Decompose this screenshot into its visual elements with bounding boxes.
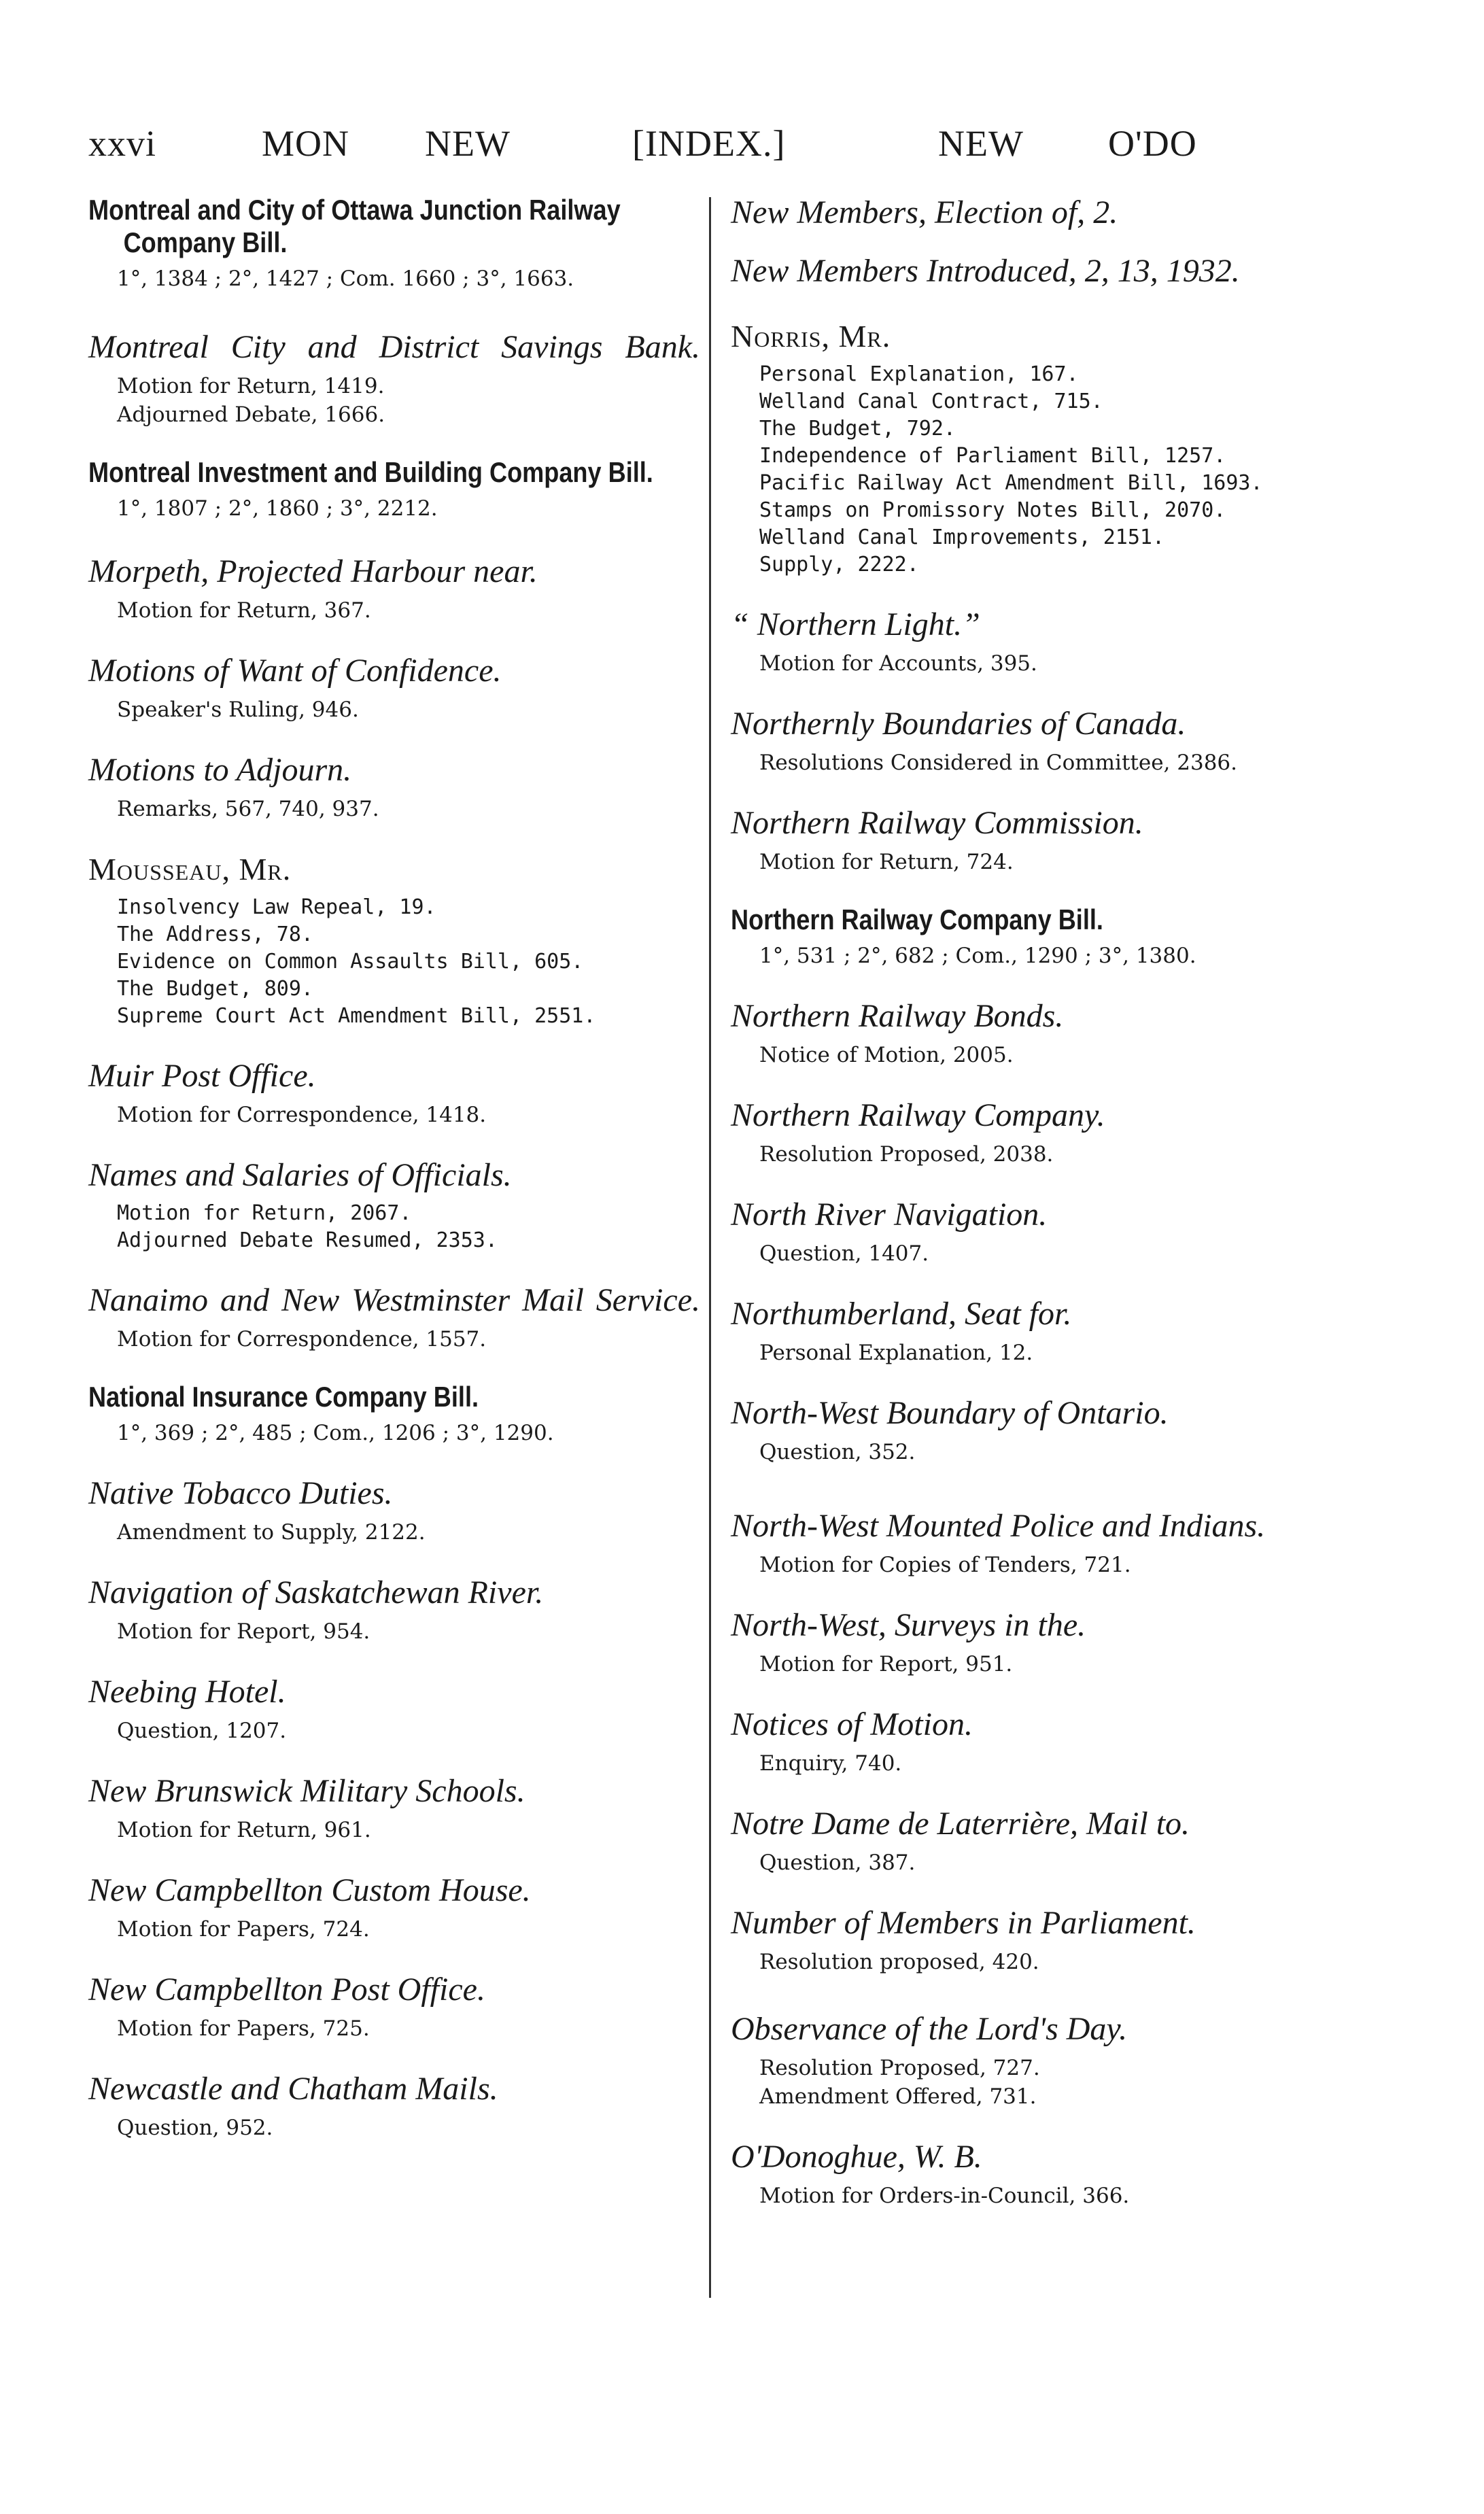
index-entry <box>731 194 1343 232</box>
entry-references <box>731 2182 1343 2210</box>
entry-reference-line: Motion for Copies of Tenders, 721. <box>759 1553 1131 1577</box>
entry-title: North-West Boundary of Ontario. <box>731 1395 1169 1431</box>
entry-title: Northern Railway Company. <box>731 1097 1105 1133</box>
entry-references <box>88 596 700 625</box>
index-entry <box>88 1872 700 1944</box>
index-entry <box>88 1772 700 1844</box>
entry-reference-line: Motion for Report, 954. <box>117 1619 370 1644</box>
index-entry <box>731 1394 1343 1466</box>
entry-reference-line: Independence of Parliament Bill, 1257. <box>759 444 1226 468</box>
entry-reference-line: 1°, 1384 ; 2°, 1427 ; Com. 1660 ; 3°, 1663. <box>117 266 574 291</box>
index-entry <box>88 2070 700 2142</box>
entry-reference-line: Question, 1407. <box>759 1241 929 1266</box>
entry-reference-line: 1°, 369 ; 2°, 485 ; Com., 1206 ; 3°, 1290. <box>117 1421 554 1445</box>
entry-reference-line: Pacific Railway Act Amendment Bill, 1693. <box>759 471 1263 495</box>
entry-title: Montreal and City of Ottawa Junction Railway Company Bill. <box>88 194 621 258</box>
entry-title: Navigation of Saskatchewan River. <box>88 1574 544 1611</box>
entry-reference-line: Motion for Report, 951. <box>759 1652 1013 1676</box>
entry-title: New Campbellton Custom House. <box>88 1872 531 1908</box>
entry-reference-line: Enquiry, 740. <box>759 1751 902 1776</box>
header-range-end-left: NEW <box>425 123 511 164</box>
entry-references <box>88 695 700 724</box>
entry-references <box>731 2054 1343 2111</box>
entry-references <box>731 748 1343 777</box>
entry-reference-line: Motion for Papers, 724. <box>117 1917 370 1942</box>
entry-references <box>88 1518 700 1547</box>
entry-references <box>88 795 700 823</box>
entry-reference-line: Welland Canal Improvements, 2151. <box>759 526 1165 549</box>
entry-title: Muir Post Office. <box>88 1058 316 1094</box>
entry-title: Number of Members in Parliament. <box>731 1905 1196 1941</box>
entry-title: Montreal Investment and Building Company Bill. <box>88 456 653 488</box>
entry-reference-line: Question, 387. <box>759 1850 916 1875</box>
index-entry <box>731 317 1343 579</box>
entry-references <box>88 1816 700 1844</box>
entry-reference-line: Question, 952. <box>117 2116 273 2140</box>
index-entry <box>731 705 1343 777</box>
entry-references <box>731 1438 1343 1466</box>
index-entry <box>731 1706 1343 1778</box>
entry-reference-line: Insolvency Law Repeal, 19. <box>117 895 436 919</box>
entry-reference-line: Notice of Motion, 2005. <box>759 1043 1014 1067</box>
entry-title: Northern Railway Commission. <box>731 805 1143 841</box>
index-entry <box>731 2138 1343 2210</box>
page-number: xxvi <box>88 123 157 164</box>
entry-title: Neebing Hotel. <box>88 1674 286 1710</box>
page-header <box>88 122 1380 177</box>
entry-reference-line: Motion for Return, 1419. <box>117 374 385 398</box>
entry-references <box>88 1617 700 1646</box>
entry-title: Mousseau, Mr. <box>88 852 292 886</box>
entry-title: New Brunswick Military Schools. <box>88 1773 525 1809</box>
entry-title: Norris, Mr. <box>731 319 891 354</box>
index-entry <box>88 1057 700 1129</box>
header-range-end-right: O'DO <box>1108 123 1197 164</box>
entry-references <box>731 1339 1343 1367</box>
index-entry <box>88 1971 700 2043</box>
entry-references <box>88 1717 700 1745</box>
entry-title: Notre Dame de Laterrière, Mail to. <box>731 1806 1190 1842</box>
entry-reference-line: Motion for Return, 724. <box>759 850 1014 874</box>
index-entry <box>731 1606 1343 1678</box>
entry-title: Montreal City and District Savings Bank. <box>88 329 700 365</box>
entry-reference-line: Supply, 2222. <box>759 553 919 576</box>
index-entry <box>88 751 700 823</box>
entry-reference-line: The Budget, 809. <box>117 977 313 1001</box>
entry-references <box>731 848 1343 876</box>
entry-references <box>731 1140 1343 1169</box>
index-entry <box>88 1381 700 1447</box>
index-entry <box>88 194 700 293</box>
index-entry <box>731 997 1343 1069</box>
entry-title: Notices of Motion. <box>731 1706 973 1742</box>
entry-title: Nanaimo and New Westminster Mail Service. <box>88 1282 700 1318</box>
entry-reference-line: Adjourned Debate, 1666. <box>117 402 385 427</box>
index-entry <box>731 1196 1343 1268</box>
entry-reference-line: Motion for Correspondence, 1557. <box>117 1327 487 1351</box>
entry-title: Native Tobacco Duties. <box>88 1475 393 1511</box>
index-entry <box>731 606 1343 678</box>
index-entry <box>731 1904 1343 1976</box>
entry-reference-line: Motion for Orders-in-Council, 366. <box>759 2184 1130 2208</box>
entry-title: New Members, Election of, 2. <box>731 194 1118 230</box>
index-entry <box>731 1295 1343 1367</box>
header-range-start-left: MON <box>262 123 350 164</box>
index-entry <box>88 652 700 724</box>
entry-title: North-West Mounted Police and Indians. <box>731 1508 1266 1544</box>
entry-reference-line: Amendment Offered, 731. <box>759 2084 1037 2109</box>
entry-references <box>731 649 1343 678</box>
entry-reference-line: Resolution proposed, 420. <box>759 1950 1039 1974</box>
entry-references <box>731 1041 1343 1069</box>
index-entry <box>88 1574 700 1646</box>
entry-title: Northern Railway Company Bill. <box>731 903 1103 935</box>
entry-title: New Members Introduced, 2, 13, 1932. <box>731 253 1240 289</box>
index-entry <box>731 903 1343 970</box>
entry-title: North-West, Surveys in the. <box>731 1607 1086 1643</box>
entry-reference-line: Motion for Correspondence, 1418. <box>117 1103 487 1127</box>
index-entry <box>731 2010 1343 2111</box>
entry-references <box>88 264 700 293</box>
entry-reference-line: Evidence on Common Assaults Bill, 605. <box>117 950 584 974</box>
entry-reference-line: Stamps on Promissory Notes Bill, 2070. <box>759 498 1226 522</box>
entry-title: Motions to Adjourn. <box>88 752 352 788</box>
entry-references <box>731 1848 1343 1877</box>
index-entry <box>88 1156 700 1254</box>
index-entry <box>88 850 700 1030</box>
entry-title: Observance of the Lord's Day. <box>731 2011 1128 2047</box>
entry-reference-line: Motion for Return, 2067. <box>117 1201 412 1225</box>
entry-title: New Campbellton Post Office. <box>88 1971 485 2008</box>
entry-references <box>88 894 700 1030</box>
entry-references <box>88 1915 700 1944</box>
index-entry <box>88 1475 700 1547</box>
entry-reference-line: Personal Explanation, 167. <box>759 362 1079 386</box>
index-column-left <box>88 194 700 2142</box>
index-column-right <box>731 194 1343 2210</box>
entry-reference-line: Amendment to Supply, 2122. <box>117 1520 426 1545</box>
index-entry <box>731 1805 1343 1877</box>
entry-reference-line: Motion for Accounts, 395. <box>759 651 1037 676</box>
entry-reference-line: Welland Canal Contract, 715. <box>759 390 1103 413</box>
index-entry <box>731 1097 1343 1169</box>
entry-reference-line: Adjourned Debate Resumed, 2353. <box>117 1228 498 1252</box>
entry-references <box>731 1650 1343 1678</box>
entry-title: Newcastle and Chatham Mails. <box>88 2071 498 2107</box>
entry-references <box>731 1948 1343 1976</box>
entry-references <box>88 494 700 523</box>
entry-reference-line: Supreme Court Act Amendment Bill, 2551. <box>117 1004 596 1028</box>
entry-references <box>731 361 1343 579</box>
entry-title: Names and Salaries of Officials. <box>88 1157 512 1193</box>
entry-reference-line: The Budget, 792. <box>759 417 956 441</box>
entry-reference-line: Resolutions Considered in Committee, 2386. <box>759 751 1238 775</box>
index-entry <box>88 1281 700 1354</box>
entry-references <box>88 1101 700 1129</box>
entry-title: Motions of Want of Confidence. <box>88 653 502 689</box>
header-range-start-right: NEW <box>938 123 1024 164</box>
entry-title: Northernly Boundaries of Canada. <box>731 706 1186 742</box>
entry-reference-line: Motion for Papers, 725. <box>117 2016 370 2041</box>
entry-title: Morpeth, Projected Harbour near. <box>88 553 538 589</box>
entry-references <box>731 1239 1343 1268</box>
entry-reference-line: Remarks, 567, 740, 937. <box>117 797 379 821</box>
entry-references <box>731 1551 1343 1579</box>
index-entry <box>731 804 1343 876</box>
column-divider <box>709 197 711 2298</box>
index-entry <box>88 456 700 523</box>
entry-references <box>88 1325 700 1354</box>
entry-reference-line: The Address, 78. <box>117 923 313 946</box>
entry-reference-line: Motion for Return, 961. <box>117 1818 371 1842</box>
entry-references <box>88 1200 700 1254</box>
header-index-label: [INDEX.] <box>632 123 786 164</box>
entry-reference-line: Resolution Proposed, 2038. <box>759 1142 1054 1167</box>
entry-reference-line: 1°, 531 ; 2°, 682 ; Com., 1290 ; 3°, 1380. <box>759 944 1196 968</box>
entry-reference-line: Question, 1207. <box>117 1719 287 1743</box>
entry-title: Northern Railway Bonds. <box>731 998 1064 1034</box>
entry-title: National Insurance Company Bill. <box>88 1381 479 1413</box>
index-entry <box>88 328 700 429</box>
entry-title: North River Navigation. <box>731 1196 1048 1233</box>
index-entry <box>88 553 700 625</box>
index-entry <box>731 1507 1343 1579</box>
entry-references <box>731 1749 1343 1778</box>
index-entry <box>731 252 1343 290</box>
entry-references <box>88 2114 700 2142</box>
entry-reference-line: Question, 352. <box>759 1440 916 1464</box>
entry-references <box>88 1419 700 1447</box>
entry-title: Northumberland, Seat for. <box>731 1296 1072 1332</box>
entry-reference-line: Speaker's Ruling, 946. <box>117 698 359 722</box>
entry-reference-line: 1°, 1807 ; 2°, 1860 ; 3°, 2212. <box>117 496 438 521</box>
index-entry <box>88 1673 700 1745</box>
entry-reference-line: Personal Explanation, 12. <box>759 1341 1033 1365</box>
entry-title: “ Northern Light.” <box>731 606 980 642</box>
entry-reference-line: Motion for Return, 367. <box>117 598 371 623</box>
entry-references <box>88 372 700 429</box>
entry-title: O'Donoghue, W. B. <box>731 2139 982 2175</box>
entry-reference-line: Resolution Proposed, 727. <box>759 2056 1040 2080</box>
entry-references <box>88 2014 700 2043</box>
entry-references <box>731 942 1343 970</box>
